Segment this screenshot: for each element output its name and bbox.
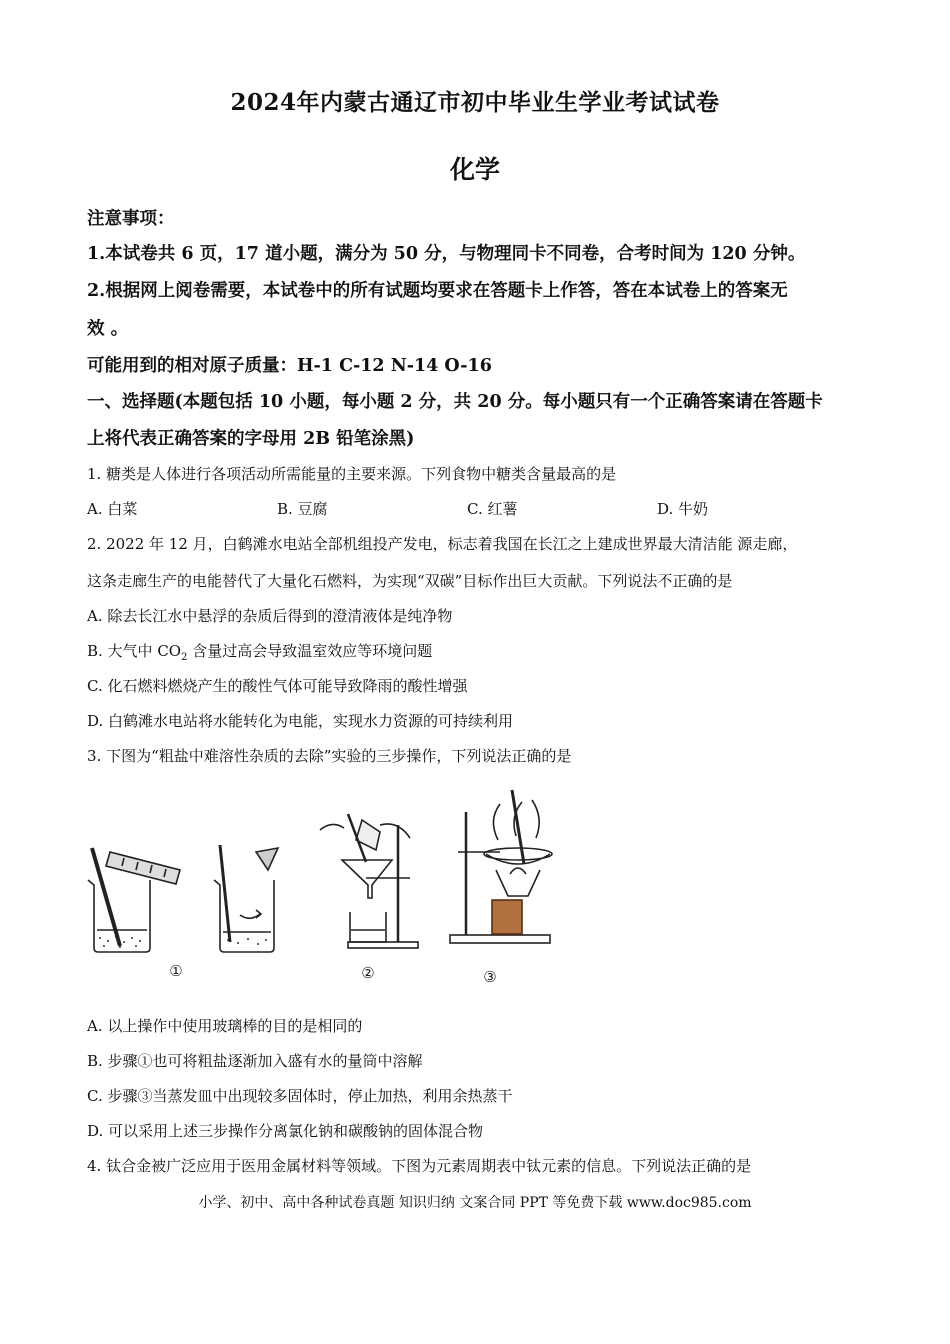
q2-option-a: A. 除去长江水中悬浮的杂质后得到的澄清液体是纯净物 <box>87 607 453 625</box>
q1-option-a: A. 白菜 <box>87 500 138 518</box>
q2-stem-line-2: 这条走廊生产的电能替代了大量化石燃料，为实现“双碳”目标作出巨大贡献。下列说法不正确的是 <box>87 572 733 590</box>
q2-stem-line-1: 2. 2022 年 12 月，白鹤滩水电站全部机组投产发电，标志着我国在长江之上建成世界最大清洁能 源走廊， <box>87 535 798 553</box>
section-1-heading-line-1: 一、选择题(本题包括 10 小题，每小题 2 分，共 20 分。每小题只有一个正确答案请在答题卡 <box>87 392 823 412</box>
q3-option-c: C. 步骤③当蒸发皿中出现较多固体时，停止加热，利用余热蒸干 <box>87 1087 513 1105</box>
notes-heading: 注意事项： <box>87 209 175 229</box>
notes-item-2-line-2: 效 。 <box>87 319 129 339</box>
notes-item-1: 1.本试卷共 6 页，17 道小题，满分为 50 分，与物理同卡不同卷，合考时间为 120 分钟。 <box>87 244 806 264</box>
evaporation-setup <box>450 790 552 943</box>
dissolving-beaker <box>88 848 180 952</box>
step-1-label: ① <box>169 962 183 980</box>
q3-option-a: A. 以上操作中使用玻璃棒的目的是相同的 <box>87 1017 363 1035</box>
page-footer: 小学、初中、高中各种试卷真题 知识归纳 文案合同 PPT 等免费下载 www.doc985.com <box>198 1195 752 1211</box>
page-title: 2024年内蒙古通辽市初中毕业生学业考试试卷 <box>230 89 720 116</box>
q3-stem: 3. 下图为“粗盐中难溶性杂质的去除”实验的三步操作，下列说法正确的是 <box>87 747 572 765</box>
q3-option-b: B. 步骤①也可将粗盐逐渐加入盛有水的量筒中溶解 <box>87 1052 423 1070</box>
q1-options <box>87 498 847 519</box>
q2-option-d: D. 白鹤滩水电站将水能转化为电能，实现水力资源的可持续利用 <box>87 712 514 730</box>
notes-item-2-line-1: 2.根据网上阅卷需要，本试卷中的所有试题均要求在答题卡上作答，答在本试卷上的答案无 <box>87 281 788 301</box>
q1-stem: 1. 糖类是人体进行各项活动所需能量的主要来源。下列食物中糖类含量最高的是 <box>87 465 617 483</box>
q2-option-b: B. 大气中 $CO_2$ 含量过高会导致温室效应等环境问题 <box>87 642 433 663</box>
section-1-heading-line-2: 上将代表正确答案的字母用 2B 铅笔涂黑) <box>87 429 415 449</box>
atomic-mass-note: 可能用到的相对原子质量：H-1 C-12 N-14 O-16 <box>87 356 492 376</box>
q1-option-d: D. 牛奶 <box>657 500 709 518</box>
q1-option-c: C. 红薯 <box>467 500 518 518</box>
q3-option-d: D. 可以采用上述三步操作分离氯化钠和碳酸钠的固体混合物 <box>87 1122 484 1140</box>
filtration-setup <box>320 814 418 948</box>
subject-title: 化学 <box>449 155 500 184</box>
q2-option-c: C. 化石燃料燃烧产生的酸性气体可能导致降雨的酸性增强 <box>87 677 468 695</box>
salt-purification-figure <box>80 770 560 1000</box>
q4-stem: 4. 钛合金被广泛应用于医用金属材料等领域。下图为元素周期表中钛元素的信息。下列说法正确的是 <box>87 1157 752 1175</box>
step-2-label: ② <box>361 964 375 982</box>
stirring-beaker <box>214 845 278 952</box>
q1-option-b: B. 豆腐 <box>277 500 328 518</box>
step-3-label: ③ <box>483 968 497 986</box>
